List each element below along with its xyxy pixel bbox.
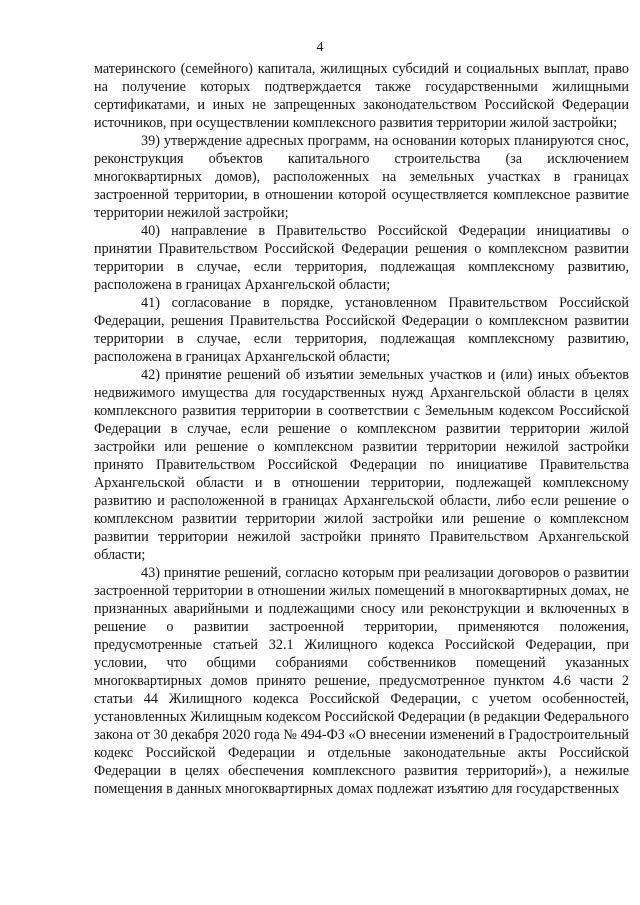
paragraph-item-41: 41) согласование в порядке, установленном Правительством Российской Федерации, решения Правительства Российской Федерации о комплексном развитии территории в случае, если территория, подлежащая комплексному развитию, расположена в границах Архангельской области; [94, 295, 629, 365]
paragraph-item-43: 43) принятие решений, согласно которым при реализации договоров о развитии застроенной территории в отношении жилых помещений в многоквартирных домах, не признанных аварийными и подлежащими сносу или реконструкции и включенных в решение о развитии застроенной территории, применяются положения, предусмотренные статьей 32.1 Жилищного кодекса Российской Федерации, при условии, что общими собраниями собственников помещений указанных многоквартирных домов принято решение, предусмотренное пунктом 4.6 части 2 статьи 44 Жилищного кодекса Российской Федерации, с учетом особенностей, установленных Жилищным кодексом Российской Федерации (в редакции Федерального закона от 30 декабря 2020 года № 494-ФЗ «О внесении изменений в Градостроительный кодекс Российской Федерации и отдельные законодательные акты Российской Федерации в целях обеспечения комплексного развития территорий»), а нежилые помещения в данных многоквартирных домах подлежат изъятию для государственных [94, 565, 629, 797]
document-body [94, 60, 629, 798]
paragraph-continuation: материнского (семейного) капитала, жилищных субсидий и социальных выплат, право на получение которых подтверждается также государственными жилищными сертификатами, и иных не запрещенных законодательством Российской Федерации источников, при осуществлении комплексного развития территории жилой застройки; [94, 61, 629, 131]
page-number: 4 [316, 40, 324, 55]
paragraph-item-42: 42) принятие решений об изъятии земельных участков и (или) иных объектов недвижимого имущества для государственных нужд Архангельской области в целях комплексного развития территории в соответствии с Земельным кодексом Российской Федерации в случае, если решение о комплексном развитии территории жилой застройки или решение о комплексном развитии территории нежилой застройки принято Правительством Российской Федерации по инициативе Правительства Архангельской области и в отношении территории, подлежащей комплексному развитию и расположенной в границах Архангельской области, либо если решение о комплексном развитии территории жилой застройки или решение о комплексном развитии территории нежилой застройки принято Правительством Архангельской области; [94, 367, 629, 563]
paragraph-item-39: 39) утверждение адресных программ, на основании которых планируются снос, реконструкция объектов капитального строительства (за исключением многоквартирных домов), расположенных на земельных участках в границах застроенной территории, в отношении которой осуществляется комплексное развитие территории нежилой застройки; [94, 133, 629, 221]
paragraph-item-40: 40) направление в Правительство Российской Федерации инициативы о принятии Правительством Российской Федерации решения о комплексном развитии территории в случае, если территория, подлежащая комплексному развитию, расположена в границах Архангельской области; [94, 223, 629, 293]
